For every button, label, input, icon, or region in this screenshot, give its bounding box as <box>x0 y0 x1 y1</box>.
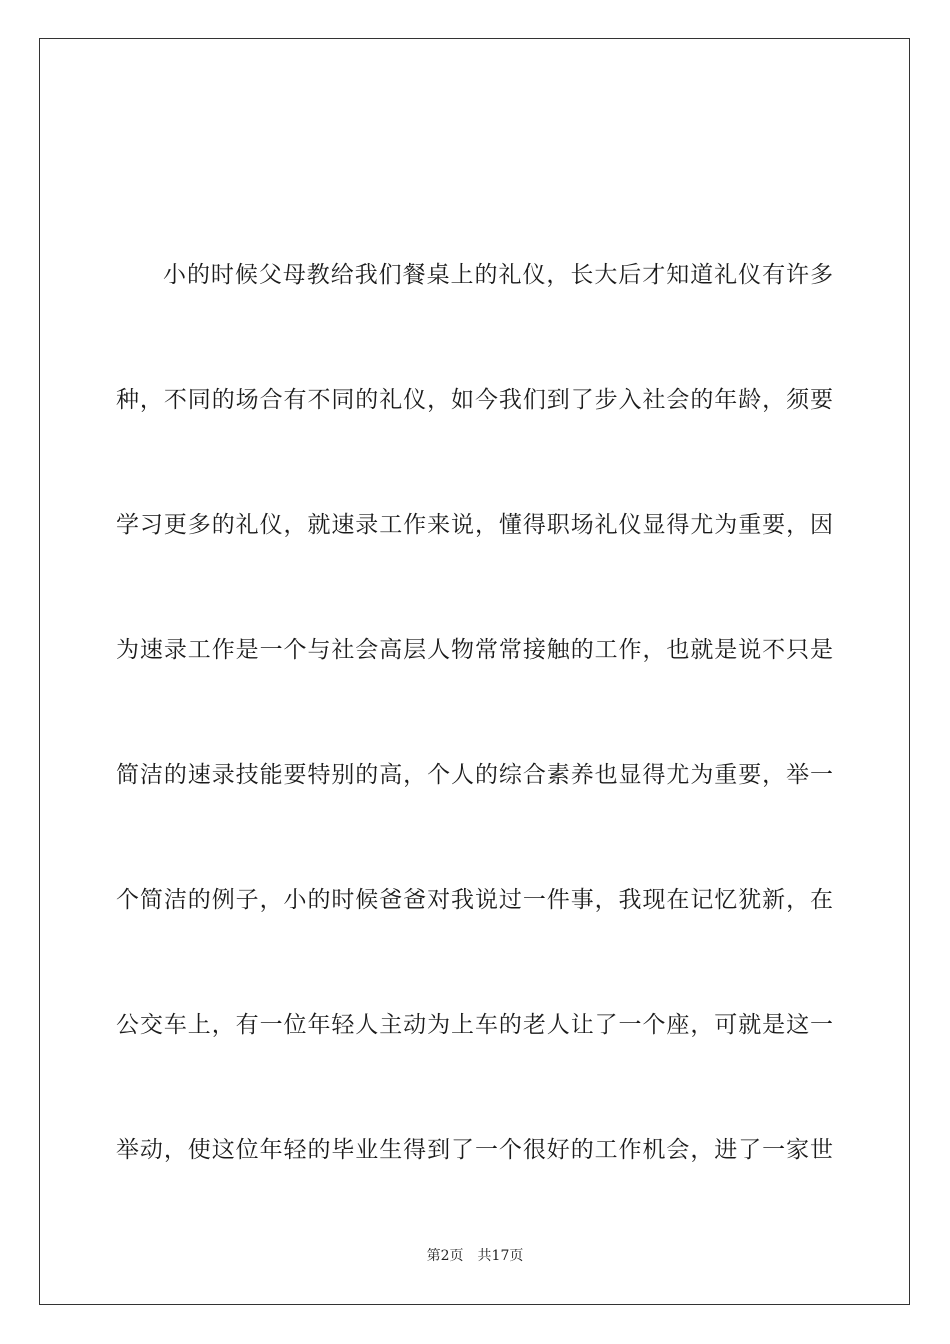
paragraph-line: 为速录工作是一个与社会高层人物常常接触的工作，也就是说不只是 <box>116 637 833 663</box>
paragraph-line: 个简洁的例子，小的时候爸爸对我说过一件事，我现在记忆犹新，在 <box>116 887 833 913</box>
page-total: 共17页 <box>477 1248 524 1264</box>
paragraph-line: 简洁的速录技能要特别的高，个人的综合素养也显得尤为重要，举一 <box>116 762 833 788</box>
page-frame <box>39 38 910 1305</box>
page-number: 第2页 <box>426 1248 464 1264</box>
page-footer <box>0 1247 950 1265</box>
paragraph-line: 学习更多的礼仪，就速录工作来说，懂得职场礼仪显得尤为重要，因 <box>116 512 833 538</box>
paragraph-line: 公交车上，有一位年轻人主动为上车的老人让了一个座，可就是这一 <box>116 1012 833 1038</box>
paragraph-line: 举动，使这位年轻的毕业生得到了一个很好的工作机会，进了一家世 <box>116 1137 833 1163</box>
paragraph-line: 种，不同的场合有不同的礼仪，如今我们到了步入社会的年龄，须要 <box>116 387 833 413</box>
paragraph-line: 小的时候父母教给我们餐桌上的礼仪，长大后才知道礼仪有许多 <box>163 262 833 288</box>
